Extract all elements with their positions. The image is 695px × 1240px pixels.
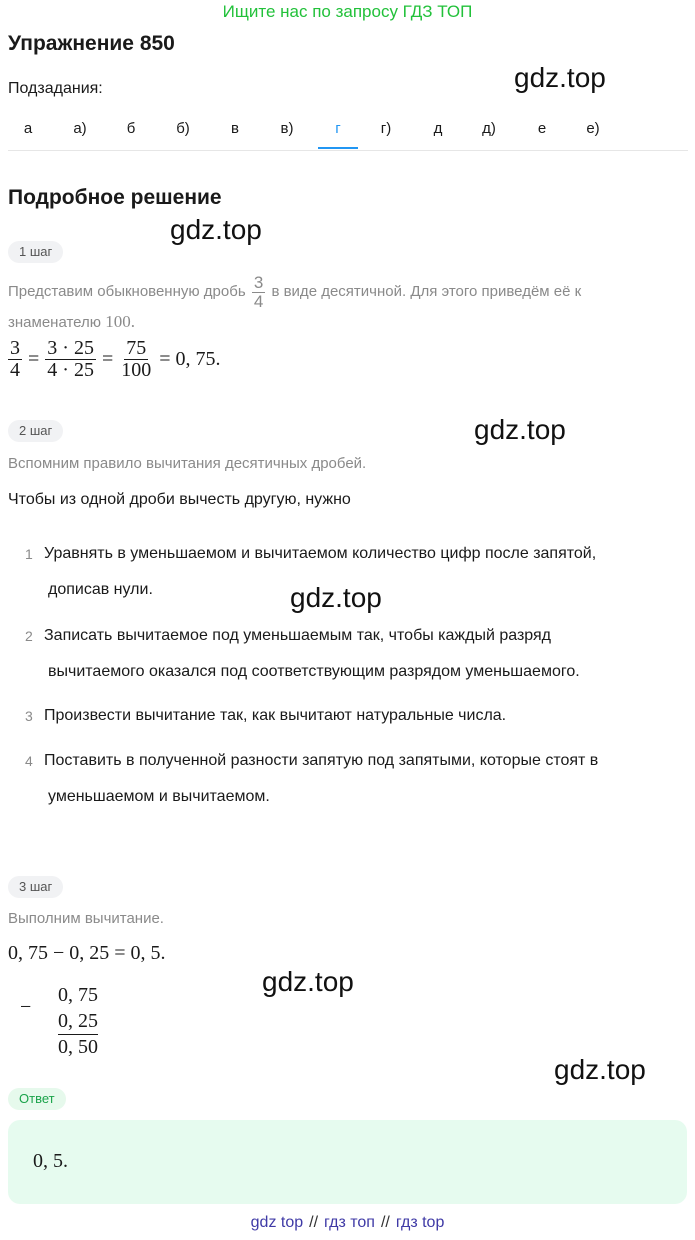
tab-g-paren[interactable]: г) (380, 120, 392, 137)
list-item-number: 4 (25, 753, 33, 769)
step3-intro: Выполним вычитание. (8, 910, 164, 927)
fraction-denominator: 4 · 25 (47, 359, 94, 381)
list-item-line: уменьшаемом и вычитаемом. (48, 788, 270, 805)
active-tab-indicator (318, 147, 358, 149)
footer-links (0, 1214, 695, 1232)
answer-badge: Ответ (8, 1088, 66, 1110)
step3-equation: 0, 75 − 0, 25 = 0, 5. (8, 942, 166, 964)
subtasks-label: Подзадания: (8, 80, 103, 97)
list-item-number: 3 (25, 708, 33, 724)
list-item-line: Уравнять в уменьшаемом и вычитаемом количество цифр после запятой, (44, 545, 597, 562)
tab-g[interactable]: г (335, 120, 341, 137)
step2-intro: Вспомним правило вычитания десятичных дробей. (8, 455, 367, 472)
tab-b-paren[interactable]: б) (176, 120, 190, 137)
list-item-line: дописав нули. (48, 581, 153, 598)
footer-link[interactable]: gdz top (250, 1214, 304, 1231)
step-badge: 1 шаг (8, 241, 63, 263)
footer-link[interactable]: гдз топ (324, 1214, 375, 1231)
step1-text-b: в виде десятичной. Для этого приведём её к (271, 283, 582, 300)
watermark: gdz.top (290, 582, 382, 613)
equation-tail: = 0, 75. (159, 348, 221, 370)
step1-text-c-label: знаменателю (8, 314, 102, 331)
fraction (8, 338, 22, 381)
minus-sign: − (20, 996, 32, 1018)
fraction (252, 274, 265, 311)
watermark: gdz.top (170, 214, 262, 245)
footer-link[interactable]: гдз top (395, 1214, 445, 1231)
tab-e-paren[interactable]: е) (586, 120, 600, 137)
subtask-tabs (8, 116, 688, 151)
difference: 0, 50 (58, 1036, 98, 1058)
footer-separator: // (309, 1214, 319, 1231)
list-item-line: Записать вычитаемое под уменьшаемым так, чтобы каждый разряд (44, 627, 552, 644)
subtrahend: 0, 25 (58, 1010, 98, 1035)
fraction-denominator: 4 (253, 291, 264, 311)
fraction-numerator: 3 · 25 (47, 337, 94, 359)
equals-sign: = (101, 348, 114, 370)
promo-banner[interactable]: Ищите нас по запросу ГДЗ ТОП (222, 2, 473, 21)
step2-lead: Чтобы из одной дроби вычесть другую, нужно (8, 491, 351, 508)
tab-v-paren[interactable]: в) (280, 120, 294, 137)
tab-a[interactable]: а (23, 120, 33, 137)
answer-box (8, 1120, 687, 1204)
tab-v[interactable]: в (231, 120, 239, 137)
step-badge: 3 шаг (8, 876, 63, 898)
watermark: gdz.top (262, 966, 354, 997)
watermark: gdz.top (474, 414, 566, 445)
tab-b[interactable]: б (126, 120, 136, 137)
column-subtraction (20, 984, 140, 1064)
step-badge: 2 шаг (8, 420, 63, 442)
equals-sign: = (28, 348, 40, 370)
step1-equation (8, 338, 221, 381)
list-item-number: 1 (25, 546, 33, 562)
fraction-numerator: 3 (10, 337, 20, 359)
list-item-line: Поставить в полученной разности запятую под запятыми, которые стоят в (44, 752, 599, 769)
fraction-denominator: 4 (10, 359, 20, 381)
step1-text-a: Представим обыкновенную дробь (8, 283, 246, 300)
fraction-denominator: 100 (121, 359, 152, 381)
page-title: Упражнение 850 (8, 32, 175, 55)
fraction-numerator: 3 (253, 272, 264, 292)
solution-heading: Подробное решение (8, 186, 222, 209)
step1-text-c-number: 100. (105, 312, 135, 331)
tab-d[interactable]: д (433, 120, 443, 137)
fraction-numerator: 75 (126, 337, 147, 359)
list-item-line: Произвести вычитание так, как вычитают натуральные числа. (44, 707, 507, 724)
list-item-line: вычитаемого оказался под соответствующим разрядом уменьшаемого. (48, 663, 580, 680)
step1-text-c (8, 312, 135, 332)
watermark: gdz.top (554, 1054, 646, 1085)
footer-separator: // (380, 1214, 390, 1231)
tab-d-paren[interactable]: д) (482, 120, 496, 137)
list-item-number: 2 (25, 628, 33, 644)
tab-e[interactable]: е (537, 120, 547, 137)
tab-a-paren[interactable]: а) (73, 120, 87, 137)
minuend: 0, 75 (58, 984, 98, 1006)
fraction (119, 338, 153, 381)
watermark: gdz.top (514, 62, 606, 93)
step1-text (8, 270, 688, 314)
answer-value: 0, 5. (33, 1150, 68, 1172)
fraction (45, 338, 96, 381)
